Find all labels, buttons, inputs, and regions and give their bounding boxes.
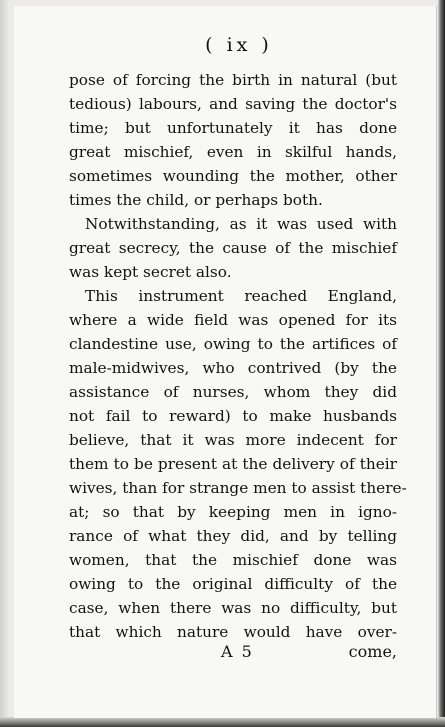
text-line: women, that the mischief done was: [69, 551, 397, 569]
text-line: assistance of nurses, whom they did: [69, 383, 397, 401]
text-line: wives, than for strange men to assist there-: [69, 479, 407, 497]
book-edge-shadow: [438, 0, 445, 727]
text-line: pose of forcing the birth in natural (but: [69, 71, 397, 89]
text-line: case, when there was no difficulty, but: [69, 599, 397, 617]
text-line: where a wide field was opened for its: [69, 311, 397, 329]
signature-mark: A 5: [221, 642, 254, 661]
page-number: ( ix ): [205, 34, 273, 56]
text-line: time; but unfortunately it has done: [69, 119, 397, 137]
text-line: rance of what they did, and by telling: [69, 527, 397, 545]
text-line: This instrument reached England,: [85, 287, 397, 305]
text-line: times the child, or perhaps both.: [69, 191, 323, 209]
text-line: great mischief, even in skilful hands,: [69, 143, 397, 161]
text-line: Notwithstanding, as it was used with: [85, 215, 397, 233]
book-gutter-shadow: [0, 0, 10, 727]
text-line: sometimes wounding the mother, other: [69, 167, 397, 185]
page-footer: [69, 640, 397, 664]
text-line: that which nature would have over-: [69, 623, 397, 641]
text-line: not fail to reward) to make husbands: [69, 407, 397, 425]
text-line: at; so that by keeping men in igno-: [69, 503, 397, 521]
catchword: come,: [348, 642, 397, 661]
text-line: believe, that it was more indecent for: [69, 431, 397, 449]
text-line: them to be present at the delivery of their: [69, 455, 397, 473]
text-line: male-midwives, who contrived (by the: [69, 359, 397, 377]
text-line: was kept secret also.: [69, 263, 232, 281]
book-page: [14, 6, 436, 718]
text-line: great secrecy, the cause of the mischief: [69, 239, 397, 257]
text-line: clandestine use, owing to the artifices of: [69, 335, 397, 353]
page-bottom-shadow: [0, 717, 445, 727]
text-line: tedious) labours, and saving the doctor's: [69, 95, 397, 113]
text-line: owing to the original difficulty of the: [69, 575, 397, 593]
